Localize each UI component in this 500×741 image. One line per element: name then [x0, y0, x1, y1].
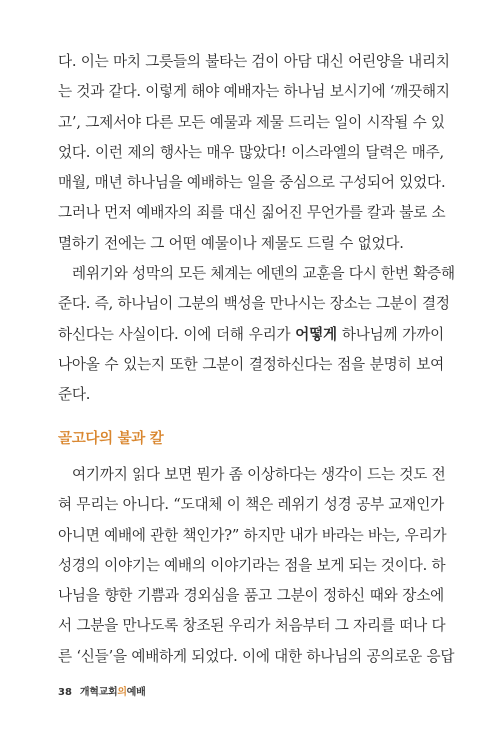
text-line: 레위기와 성막의 모든 체계는 에덴의 교훈을 다시 한번 확증해 — [72, 265, 455, 282]
text-line: 고’, 그제서야 다른 모든 예물과 제물 드리는 일이 시작될 수 있 — [58, 113, 445, 131]
text-line: 성경의 이야기는 예배의 이야기라는 점을 보게 되는 것이다. 하 — [58, 556, 446, 574]
text-line: 아니면 예배에 관한 책인가?” 하지만 내가 바라는 바는, 우리가 — [58, 526, 447, 544]
running-book-title — [80, 683, 146, 698]
text-segment: 하나님께 가까이 — [336, 325, 444, 343]
text-line: 다. 이는 마치 그릇들의 불타는 검이 아담 대신 어린양을 내리치 — [58, 53, 450, 70]
text-line: 여기까지 읽다 보면 뭔가 좀 이상하다는 생각이 드는 것도 전 — [72, 466, 446, 483]
section-heading: 골고다의 불과 칼 — [58, 431, 164, 447]
paragraph-1 — [58, 47, 450, 259]
text-line: 그러나 먼저 예배자의 죄를 대신 짊어진 무언가를 칼과 불로 소 — [58, 204, 446, 222]
book-title-accent: 의 — [117, 687, 127, 698]
text-line: 었다. 이런 제의 행사는 매우 많았다! 이스라엘의 달력은 매주, — [58, 143, 444, 161]
paragraph-3 — [58, 460, 455, 672]
text-line: 는 것과 같다. 이렇게 해야 예배자는 하나님 보시기에 ‘깨끗해지 — [58, 83, 450, 101]
text-line: 른 ‘신들’을 예배하게 되었다. 이에 대한 하나님의 공의로운 응답 — [58, 647, 455, 665]
text-line: 멸하기 전에는 그 어떤 예물이나 제물도 드릴 수 없었다. — [58, 234, 404, 252]
emphasis-word: 어떻게 — [295, 325, 337, 343]
text-line: 나님을 향한 기쁨과 경외심을 품고 그분이 정하신 때와 장소에 — [58, 587, 444, 605]
book-title-part: 예배 — [126, 687, 146, 698]
text-line: 혀 무리는 아니다. “도대체 이 책은 레위기 성경 공부 교재인가 — [58, 496, 444, 514]
text-line: 나아올 수 있는지 또한 그분이 결정하신다는 점을 분명히 보여 — [58, 355, 444, 373]
book-title-part: 개혁교회 — [79, 687, 118, 698]
text-line: 서 그분을 만나도록 창조된 우리가 처음부터 그 자리를 떠나 다 — [58, 617, 446, 635]
text-line: 준다. 즉, 하나님이 그분의 백성을 만나시는 장소는 그분이 결정 — [58, 295, 450, 313]
text-segment: 하신다는 사실이다. 이에 더해 우리가 — [58, 325, 296, 343]
text-line: 매월, 매년 하나님을 예배하는 일을 중심으로 구성되어 있었다. — [58, 174, 446, 192]
page-number: 38 — [58, 687, 72, 698]
page-footer — [58, 683, 145, 698]
text-line-with-emphasis — [58, 320, 444, 350]
paragraph-2 — [58, 259, 455, 410]
text-line: 준다. — [58, 386, 91, 404]
